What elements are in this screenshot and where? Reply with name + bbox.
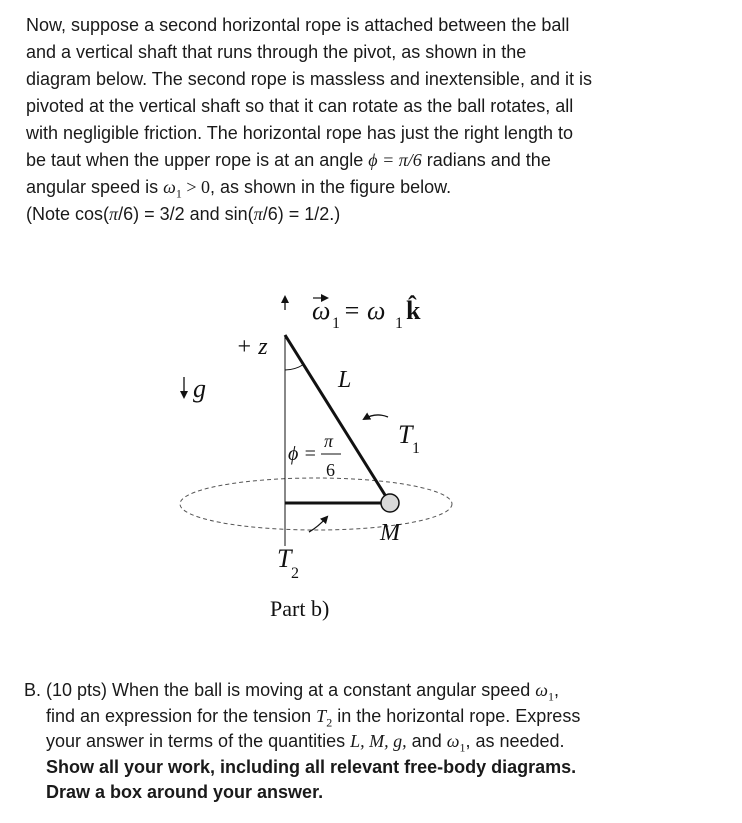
intro-line-3: diagram below. The second rope is massless and inextensible, and it is [26, 69, 592, 89]
question-label: B. [24, 680, 42, 700]
k-hat-symbol: k̂ [406, 296, 421, 325]
omega-subscript: 1 [459, 740, 466, 755]
t1-subscript: 1 [412, 440, 420, 457]
tension-symbol: T [316, 705, 327, 726]
pi-symbol: π [253, 204, 263, 224]
pi-symbol: π [109, 204, 119, 224]
intro-line-2: and a vertical shaft that runs through the pivot, as shown in the [26, 42, 527, 62]
t2-label: T [277, 544, 292, 573]
t1-arrow-icon [364, 415, 388, 419]
note-text-c: /6) = 1/2.) [262, 204, 341, 224]
quantities-list: L, M, g, [350, 731, 407, 751]
question-b [24, 678, 724, 806]
figure-caption: Part b) [270, 596, 330, 621]
question-line-5: Draw a box around your answer. [46, 782, 324, 802]
z-axis-label: + z [236, 334, 268, 360]
intro-line-7-text-a: angular speed is [26, 177, 164, 197]
ball [381, 494, 399, 512]
note-text-a: (Note cos( [26, 204, 110, 224]
omega-vector-symbol: ω [312, 296, 331, 325]
angle-arc [285, 365, 304, 371]
question-line-2-text-b: in the horizontal rope. Express [332, 705, 581, 726]
omega-equals: = ω [343, 296, 386, 325]
question-line-2-text-a: find an expression for the tension [46, 705, 317, 726]
question-line-4: Show all your work, including all relevant free-body diagrams. [46, 756, 577, 777]
six-denominator: 6 [326, 460, 335, 480]
gravity-label: g [193, 374, 206, 403]
question-line-3-text-b: and [406, 731, 447, 751]
note-text-b: /6) = 3/2 and sin( [118, 204, 254, 224]
omega-inequality: > 0 [181, 177, 210, 197]
question-line-1-comma: , [554, 680, 560, 700]
omega-subscript: 1 [175, 186, 182, 201]
pi-numerator: π [324, 431, 334, 451]
t1-label: T [398, 420, 413, 449]
t2-subscript: 2 [291, 565, 299, 582]
upper-rope [285, 335, 390, 503]
intro-line-6-text-b: radians and the [421, 150, 551, 170]
omega-symbol: ω [163, 177, 176, 197]
question-line-2 [24, 704, 724, 730]
omega-vector-subscript: 1 [332, 315, 340, 332]
length-label: L [338, 367, 352, 393]
intro-line-1: Now, suppose a second horizontal rope is attached between the ball [26, 15, 570, 35]
omega-symbol: ω [446, 731, 460, 751]
question-line-1-text: (10 pts) When the ball is moving at a constant angular speed [46, 680, 536, 700]
question-line-3-text-a: your answer in terms of the quantities [46, 731, 351, 751]
omega-symbol: ω [535, 680, 548, 700]
tension-subscript: 2 [326, 715, 333, 730]
intro-line-4: pivoted at the vertical shaft so that it can rotate as the ball rotates, all [26, 96, 574, 116]
angle-expression: ϕ = π/6 [368, 150, 422, 170]
question-line-1 [24, 678, 724, 704]
intro-line-6-text-a: be taut when the upper rope is at an angle [26, 150, 369, 170]
omega-equals-subscript: 1 [395, 315, 403, 332]
intro-line-5: with negligible friction. The horizontal rope has just the right length to [26, 123, 573, 143]
intro-line-7-text-b: , as shown in the figure below. [209, 177, 452, 197]
omega-subscript: 1 [548, 689, 554, 704]
phi-label: ϕ = [288, 443, 317, 465]
question-line-3 [24, 729, 724, 755]
question-line-3-text-c: , as needed. [465, 731, 565, 751]
mass-label: M [380, 520, 400, 546]
